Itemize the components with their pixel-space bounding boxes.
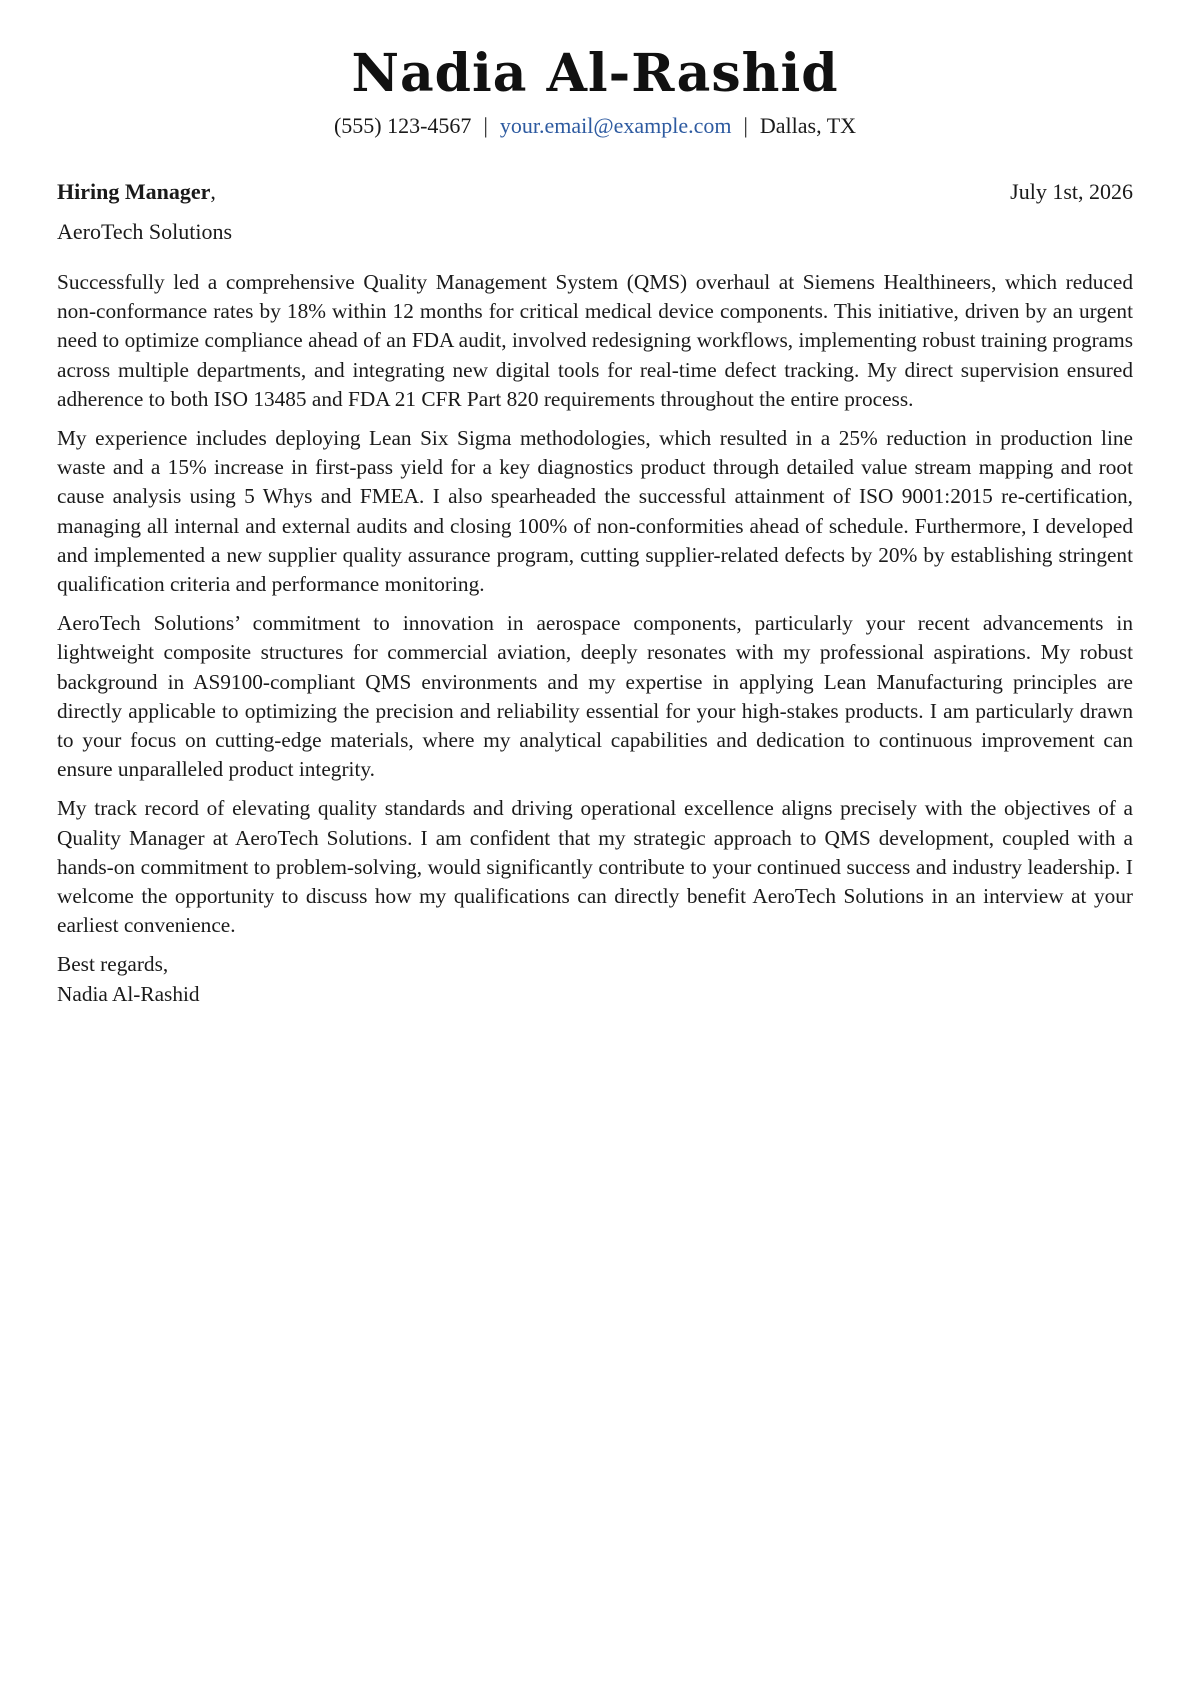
recipient-name-suffix: , xyxy=(210,179,216,204)
letter-header xyxy=(57,0,1133,140)
letter-date: July 1st, 2026 xyxy=(1010,179,1133,204)
closing-signature: Nadia Al-Rashid xyxy=(57,981,200,1006)
phone-number: (555) 123-4567 xyxy=(333,113,472,138)
sender-name: Nadia Al-Rashid xyxy=(351,43,839,104)
recipient-greeting xyxy=(57,178,216,206)
contact-line xyxy=(57,112,1133,140)
contact-separator: | xyxy=(483,113,488,138)
body-paragraph: My experience includes deploying Lean Six Sigma methodologies, which resulted in a 25% reduction in production line waste and a 15% increase in first-pass yield for a key diagnostics product through detailed value stream mapping and root cause analysis using 5 Whys and FMEA. I also spearheaded the successful attainment of ISO 9001:2015 re-certification, managing all internal and external audits and closing 100% of non-conformities ahead of schedule. Furthermore, I developed and implemented a new supplier quality assurance program, cutting supplier-related defects by 20% by establishing stringent qualification criteria and performance monitoring. xyxy=(57,426,1133,597)
closing-salutation: Best regards, xyxy=(57,952,169,977)
recipient-row xyxy=(57,178,1133,206)
recipient-name: Hiring Manager xyxy=(57,179,211,204)
letter-body xyxy=(57,268,1133,940)
body-paragraph: Successfully led a comprehensive Quality Management System (QMS) overhaul at Siemens Healthineers, which reduced non-conformance rates by 18% within 12 months for critical medical device components. This initiative, driven by an urgent need to optimize compliance ahead of an FDA audit, involved redesigning workflows, implementing robust training programs across multiple departments, and integrating new digital tools for real-time defect tracking. My direct supervision ensured adherence to both ISO 13485 and FDA 21 CFR Part 820 requirements throughout the entire process. xyxy=(57,270,1133,411)
letter-closing xyxy=(57,950,1133,1008)
body-paragraph: My track record of elevating quality standards and driving operational excellence aligns precisely with the objectives of a Quality Manager at AeroTech Solutions. I am confident that my strategic approach to QMS development, coupled with a hands-on commitment to problem-solving, would significantly contribute to your continued success and industry leadership. I welcome the opportunity to discuss how my qualifications can directly benefit AeroTech Solutions in an interview at your earliest convenience. xyxy=(57,796,1133,938)
recipient-company: AeroTech Solutions xyxy=(57,219,233,244)
email-link[interactable]: your.email@example.com xyxy=(499,113,732,138)
contact-separator: | xyxy=(743,113,748,138)
body-paragraph: AeroTech Solutions’ commitment to innovation in aerospace components, particularly your recent advancements in lightweight composite structures for commercial aviation, deeply resonates with my professional aspirations. My robust background in AS9100-compliant QMS environments and my expertise in applying Lean Manufacturing principles are directly applicable to optimizing the precision and reliability essential for your high-stakes products. I am particularly drawn to your focus on cutting-edge materials, where my analytical capabilities and dedication to continuous improvement can ensure unparalleled product integrity. xyxy=(57,611,1133,782)
location: Dallas, TX xyxy=(759,113,857,138)
